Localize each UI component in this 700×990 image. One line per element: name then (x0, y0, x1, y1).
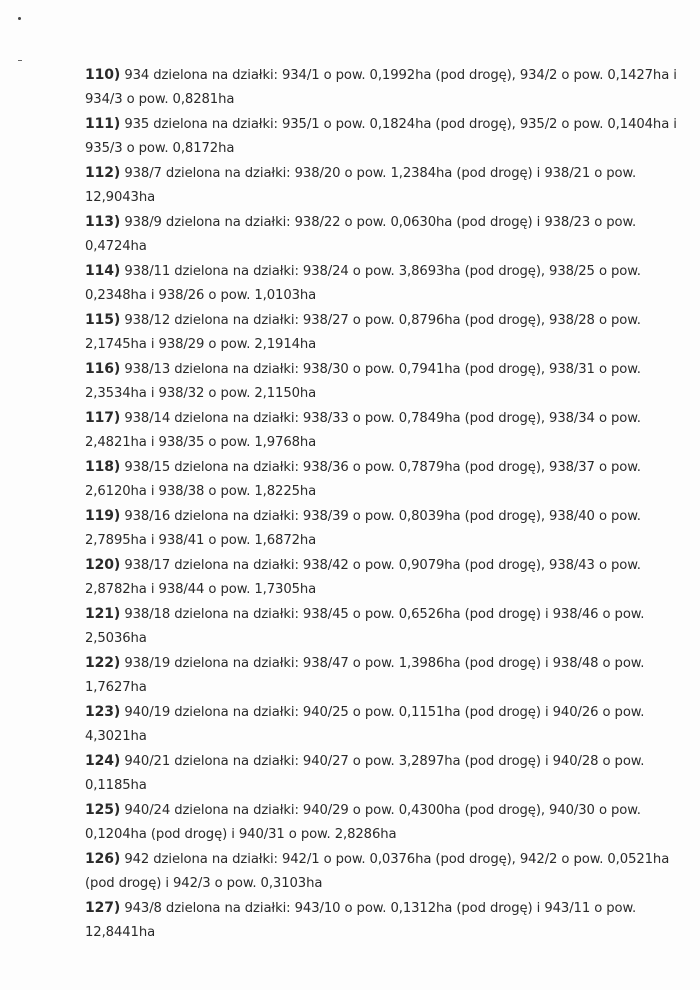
item-text: 935 dzielona na działki: 935/1 o pow. 0,1824ha (pod drogę), 935/2 o pow. 0,1404ha i (124, 117, 677, 132)
list-item (85, 750, 645, 797)
item-text-continuation: 2,4821ha i 938/35 o pow. 1,9768ha (85, 434, 317, 450)
item-text-continuation: 0,4724ha (85, 238, 147, 254)
item-text-continuation: (pod drogę) i 942/3 o pow. 0,3103ha (85, 875, 323, 891)
item-number: 110) (85, 67, 121, 83)
item-text: 942 dzielona na działki: 942/1 o pow. 0,0376ha (pod drogę), 942/2 o pow. 0,0521ha (124, 852, 670, 867)
list-item (85, 554, 641, 601)
item-text-continuation: 2,3534ha i 938/32 o pow. 2,1150ha (85, 385, 317, 401)
item-text-continuation: 2,6120ha i 938/38 o pow. 1,8225ha (85, 483, 317, 499)
list-item (85, 64, 677, 111)
list-item (85, 211, 637, 258)
item-text-continuation: 4,3021ha (85, 728, 147, 744)
item-number: 123) (85, 704, 121, 720)
item-text-continuation: 2,1745ha i 938/29 o pow. 2,1914ha (85, 336, 317, 352)
item-text: 938/15 dzielona na działki: 938/36 o pow. 0,7879ha (pod drogę), 938/37 o pow. (124, 460, 641, 475)
item-number: 119) (85, 508, 121, 524)
list-item (85, 309, 641, 356)
list-item (85, 897, 637, 944)
item-text-continuation: 0,2348ha i 938/26 o pow. 1,0103ha (85, 287, 317, 303)
item-number: 127) (85, 900, 121, 916)
item-number: 114) (85, 263, 121, 279)
list-item (85, 701, 645, 748)
item-text: 938/12 dzielona na działki: 938/27 o pow. 0,8796ha (pod drogę), 938/28 o pow. (124, 313, 641, 328)
item-number: 125) (85, 802, 121, 818)
item-text: 938/9 dzielona na działki: 938/22 o pow. 0,0630ha (pod drogę) i 938/23 o pow. (124, 215, 637, 230)
item-number: 122) (85, 655, 121, 671)
list-item (85, 799, 641, 846)
item-number: 113) (85, 214, 121, 230)
list-item (85, 652, 645, 699)
item-number: 126) (85, 851, 121, 867)
item-number: 118) (85, 459, 121, 475)
item-text: 938/16 dzielona na działki: 938/39 o pow. 0,8039ha (pod drogę), 938/40 o pow. (124, 509, 641, 524)
list-item (85, 848, 670, 895)
item-text: 938/7 dzielona na działki: 938/20 o pow. 1,2384ha (pod drogę) i 938/21 o pow. (124, 166, 637, 181)
list-item (85, 260, 641, 307)
item-text-continuation: 935/3 o pow. 0,8172ha (85, 140, 235, 156)
item-text-continuation: 1,7627ha (85, 679, 147, 695)
list-item (85, 456, 641, 503)
item-text: 934 dzielona na działki: 934/1 o pow. 0,1992ha (pod drogę), 934/2 o pow. 0,1427ha i (124, 68, 677, 83)
item-number: 120) (85, 557, 121, 573)
list-item (85, 505, 641, 552)
list-item (85, 113, 677, 160)
item-text: 943/8 dzielona na działki: 943/10 o pow. 0,1312ha (pod drogę) i 943/11 o pow. (124, 901, 637, 916)
list-item (85, 358, 641, 405)
item-number: 124) (85, 753, 121, 769)
item-text-continuation: 2,8782ha i 938/44 o pow. 1,7305ha (85, 581, 317, 597)
item-text-continuation: 934/3 o pow. 0,8281ha (85, 91, 235, 107)
scan-speck (18, 17, 21, 20)
item-text-continuation: 0,1204ha (pod drogę) i 940/31 o pow. 2,8286ha (85, 826, 397, 842)
item-number: 117) (85, 410, 121, 426)
item-text-continuation: 2,7895ha i 938/41 o pow. 1,6872ha (85, 532, 317, 548)
item-number: 115) (85, 312, 121, 328)
item-text: 938/13 dzielona na działki: 938/30 o pow. 0,7941ha (pod drogę), 938/31 o pow. (124, 362, 641, 377)
parcel-division-list (85, 64, 677, 946)
item-text: 938/11 dzielona na działki: 938/24 o pow. 3,8693ha (pod drogę), 938/25 o pow. (124, 264, 641, 279)
item-number: 121) (85, 606, 121, 622)
item-text: 940/21 dzielona na działki: 940/27 o pow. 3,2897ha (pod drogę) i 940/28 o pow. (124, 754, 645, 769)
item-text: 938/19 dzielona na działki: 938/47 o pow. 1,3986ha (pod drogę) i 938/48 o pow. (124, 656, 645, 671)
list-item (85, 603, 645, 650)
item-text: 938/14 dzielona na działki: 938/33 o pow. 0,7849ha (pod drogę), 938/34 o pow. (124, 411, 641, 426)
item-text: 940/19 dzielona na działki: 940/25 o pow. 0,1151ha (pod drogę) i 940/26 o pow. (124, 705, 645, 720)
item-number: 112) (85, 165, 121, 181)
item-text: 938/17 dzielona na działki: 938/42 o pow. 0,9079ha (pod drogę), 938/43 o pow. (124, 558, 641, 573)
item-number: 116) (85, 361, 121, 377)
item-text-continuation: 12,8441ha (85, 924, 156, 940)
list-item (85, 162, 637, 209)
item-number: 111) (85, 116, 121, 132)
item-text-continuation: 0,1185ha (85, 777, 147, 793)
list-item (85, 407, 641, 454)
item-text-continuation: 12,9043ha (85, 189, 156, 205)
item-text: 940/24 dzielona na działki: 940/29 o pow. 0,4300ha (pod drogę), 940/30 o pow. (124, 803, 641, 818)
item-text: 938/18 dzielona na działki: 938/45 o pow. 0,6526ha (pod drogę) i 938/46 o pow. (124, 607, 645, 622)
item-text-continuation: 2,5036ha (85, 630, 147, 646)
scan-speck (18, 60, 22, 61)
